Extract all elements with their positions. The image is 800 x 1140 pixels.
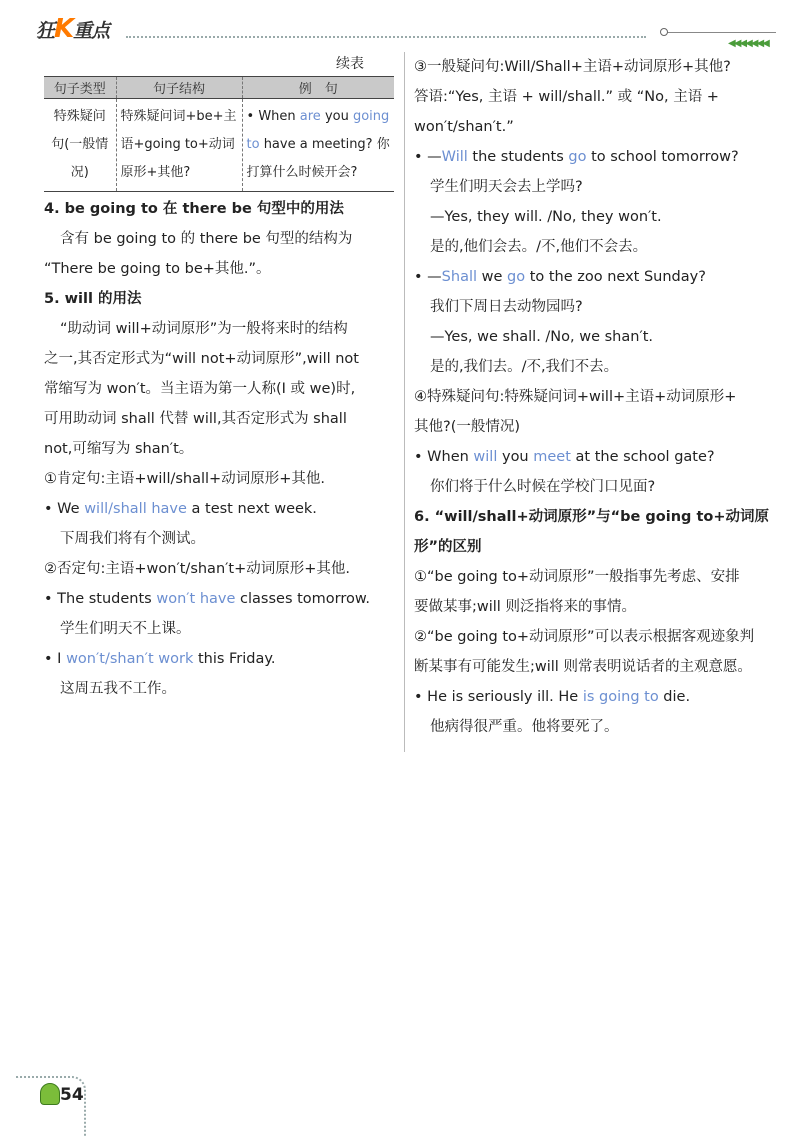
paragraph-line: not,可缩写为 shan′t。 — [44, 441, 194, 457]
logo-text-2: 重点 — [73, 20, 110, 42]
table-header: 句子结构 — [116, 77, 242, 99]
table-header: 例 句 — [242, 77, 394, 99]
logo-k: K — [54, 14, 74, 44]
example-text: I — [57, 651, 67, 667]
negative-title: ②否定句:主语+won′t/shan′t+动词原形+其他. — [44, 561, 351, 577]
paragraph-line: 可用助动词 shall 代替 will,其否定形式为 shall — [44, 411, 347, 427]
paragraph-line: 含有 be going to 的 there be 句型的结构为 — [60, 231, 353, 247]
triangles-icon: ◀◀◀◀◀◀◀ — [728, 38, 768, 49]
translation-line: 下周我们将有个测试。 — [60, 531, 205, 547]
highlight-text: will — [473, 449, 498, 465]
paragraph-line: “There be going to be+其他.”。 — [44, 261, 271, 277]
header-dotted-line — [126, 36, 646, 38]
example-text: When — [258, 109, 300, 124]
translation-line: 学生们明天会去上学吗? — [430, 179, 583, 195]
example-text: We — [57, 501, 85, 517]
page-number: 54 — [60, 1085, 84, 1105]
paragraph-line: “助动词 will+动词原形”为一般将来时的结构 — [60, 321, 348, 337]
highlight-text: is going to — [582, 689, 659, 705]
example-line: • The students won′t have classes tomorrow. — [44, 591, 371, 607]
lightbulb-icon — [40, 1083, 60, 1105]
translation-line: 是的,他们会去。/不,他们不会去。 — [430, 239, 648, 255]
answer-line: —Yes, we shall. /No, we shan′t. — [430, 329, 654, 345]
structure-cell: 特殊疑问词+be+主语+going to+动词原形+其他? — [116, 99, 242, 192]
example-text: — — [427, 269, 442, 285]
example-line: • —Shall we go to the zoo next Sunday? — [414, 269, 706, 285]
table-continued-label: 续表 — [336, 56, 364, 72]
example-line: • I won′t/shan′t work this Friday. — [44, 651, 276, 667]
table-header-row — [44, 77, 394, 99]
example-text: at the school gate? — [570, 449, 715, 465]
table-row — [44, 99, 394, 192]
bullet: • — [246, 109, 259, 124]
brand-logo — [36, 14, 109, 44]
header-ring-icon — [660, 28, 668, 36]
example-text: we — [477, 269, 508, 285]
highlight-text: are — [299, 109, 321, 124]
section-5-title: 5. will 的用法 — [44, 291, 142, 307]
example-text: to school tomorrow? — [586, 149, 739, 165]
translation-line: 他病得很严重。他将要死了。 — [430, 719, 619, 735]
example-text: have a meeting? 你打算什么时候开会? — [246, 137, 390, 180]
highlight-text: won′t have — [156, 591, 236, 607]
header-rule — [664, 32, 776, 33]
section-6-title: 6. “will/shall+动词原形”与“be going to+动词原 — [414, 509, 770, 525]
table-header: 句子类型 — [44, 77, 116, 99]
section-4-title: 4. be going to 在 there be 句型中的用法 — [44, 201, 344, 217]
example-text: classes tomorrow. — [235, 591, 371, 607]
highlight-text: go — [507, 269, 526, 285]
grammar-table — [44, 76, 394, 192]
highlight-text: will/shall have — [84, 501, 187, 517]
right-column — [414, 52, 770, 742]
paragraph-line: 断某事有可能发生;will 则常表明说话者的主观意愿。 — [414, 659, 752, 675]
affirmative-title: ①肯定句:主语+will/shall+动词原形+其他. — [44, 471, 325, 487]
example-text: you — [320, 109, 353, 124]
example-line: • When will you meet at the school gate? — [414, 449, 715, 465]
section-6-title-2: 形”的区别 — [414, 539, 482, 555]
left-column — [44, 52, 394, 704]
example-text: to the zoo next Sunday? — [525, 269, 706, 285]
example-text: the students — [467, 149, 569, 165]
example-line: • He is seriously ill. He is going to die. — [414, 689, 691, 705]
example-line: • We will/shall have a test next week. — [44, 501, 317, 517]
paragraph-line: 常缩写为 won′t。当主语为第一人称(I 或 we)时, — [44, 381, 356, 397]
answer-line: 答语:“Yes, 主语 + will/shall.” 或 “No, 主语 + — [414, 89, 719, 105]
highlight-text: go — [568, 149, 587, 165]
translation-line: 我们下周日去动物园吗? — [430, 299, 583, 315]
translation-line: 学生们明天不上课。 — [60, 621, 191, 637]
answer-line: won′t/shan′t.” — [414, 119, 514, 135]
example-text: you — [497, 449, 534, 465]
example-line: • —Will the students go to school tomorrow? — [414, 149, 739, 165]
page-header — [0, 12, 800, 52]
paragraph-line: ①“be going to+动词原形”一般指事先考虑、安排 — [414, 569, 740, 585]
example-text: this Friday. — [193, 651, 276, 667]
example-text: The students — [57, 591, 157, 607]
column-divider — [404, 52, 405, 752]
translation-line: 你们将于什么时候在学校门口见面? — [430, 479, 656, 495]
highlight-text: won′t/shan′t work — [66, 651, 194, 667]
answer-line: —Yes, they will. /No, they won′t. — [430, 209, 662, 225]
example-text: a test next week. — [186, 501, 317, 517]
sentence-type-cell: 特殊疑问句(一般情况) — [44, 99, 116, 192]
translation-line: 是的,我们去。/不,我们不去。 — [430, 359, 619, 375]
example-text: die. — [658, 689, 691, 705]
paragraph-line: ②“be going to+动词原形”可以表示根据客观迹象判 — [414, 629, 755, 645]
paragraph-line: 之一,其否定形式为“will not+动词原形”,will not — [44, 351, 359, 367]
translation-line: 这周五我不工作。 — [60, 681, 176, 697]
highlight-text: going to — [246, 109, 390, 152]
example-text: He is seriously ill. He — [427, 689, 583, 705]
paragraph-line: 要做某事;will 则泛指将来的事情。 — [414, 599, 636, 615]
special-question-title: ④特殊疑问句:特殊疑问词+will+主语+动词原形+ — [414, 389, 737, 405]
special-question-title-2: 其他?(一般情况) — [414, 419, 521, 435]
logo-text: 狂 — [36, 20, 55, 42]
highlight-text: Shall — [441, 269, 478, 285]
example-text: When — [427, 449, 474, 465]
example-cell — [242, 99, 394, 192]
general-question-title: ③一般疑问句:Will/Shall+主语+动词原形+其他? — [414, 59, 731, 75]
highlight-text: meet — [533, 449, 571, 465]
highlight-text: Will — [441, 149, 468, 165]
example-text: — — [427, 149, 442, 165]
